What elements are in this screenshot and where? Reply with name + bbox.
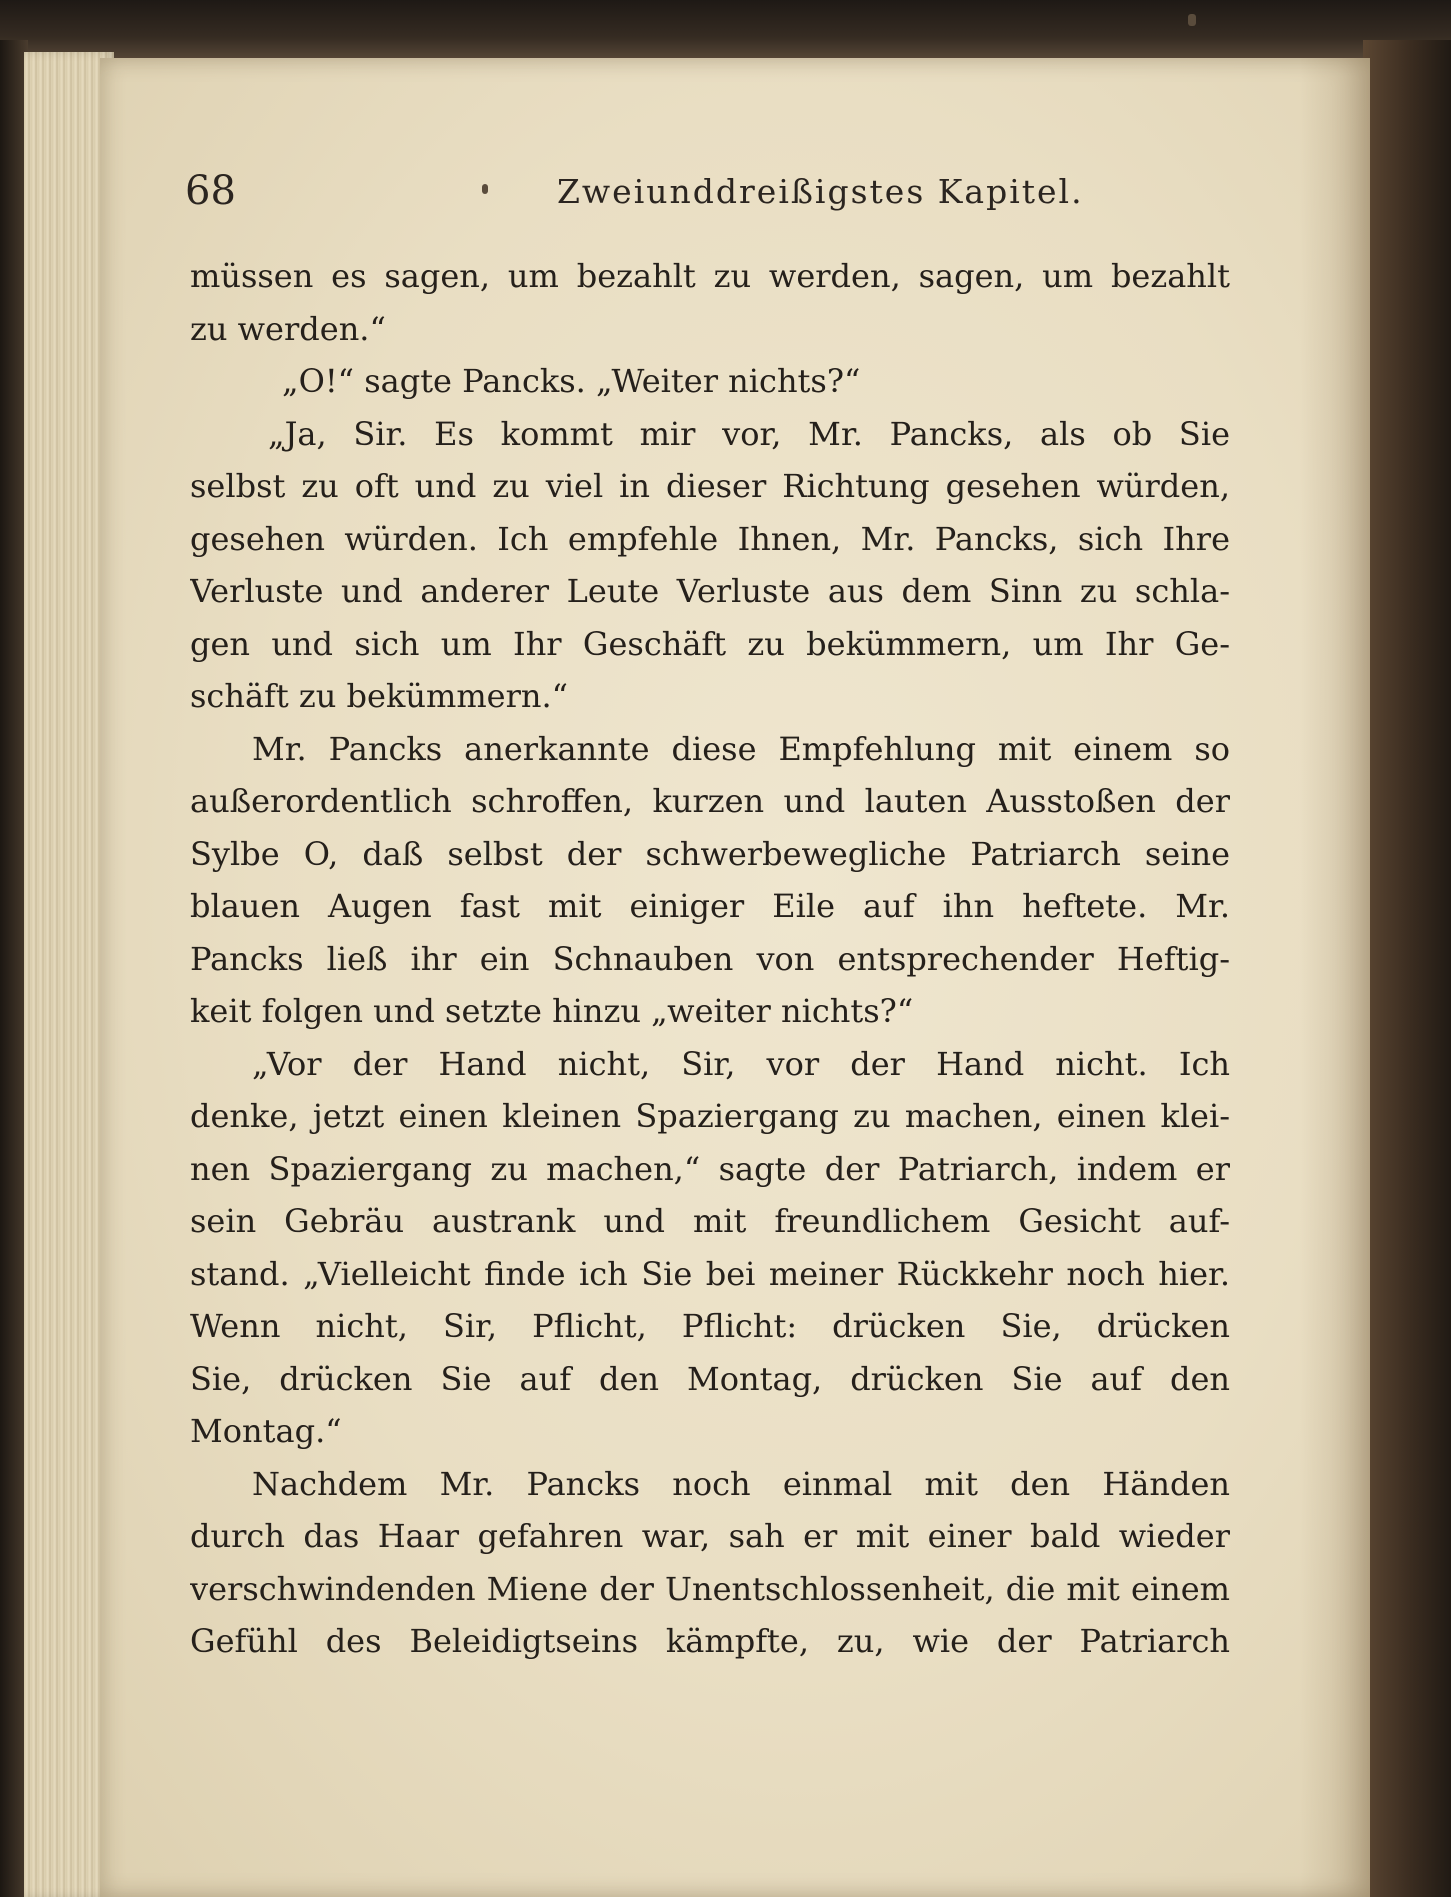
text-line: schäft zu bekümmern.“ [190,677,569,715]
text-line: sein Gebräu austrank und mit freundlichem Gesicht auf- [190,1202,1230,1240]
text-line: blauen Augen fast mit einiger Eile auf ihn heftete. Mr. [190,887,1230,925]
ink-speck [482,184,488,194]
text-line: gen und sich um Ihr Geschäft zu bekümmern, um Ihr Ge- [190,624,1230,663]
text-line: „Ja, Sir. Es kommt mir vor, Mr. Pancks, als ob Sie [268,414,1230,453]
text-line: Wenn nicht, Sir, Pflicht, Pflicht: drücken Sie, drücken [190,1307,1230,1345]
text-line: Nachdem Mr. Pancks noch einmal mit den Händen [252,1464,1230,1503]
running-head [185,168,1225,216]
text-line: Gefühl des Beleidigtseins kämpfte, zu, wie der Patriarch [190,1622,1230,1660]
text-line: zu werden.“ [190,309,386,348]
text-line: Mr. Pancks anerkannte diese Empfehlung mit einem so [252,729,1230,768]
text-line: außerordentlich schroffen, kurzen und lauten Ausstoßen der [190,782,1230,820]
text-line: Sie, drücken Sie auf den Montag, drücken Sie auf den [190,1359,1230,1398]
gutter-shadow [1300,58,1370,1897]
text-line: Sylbe O, daß selbst der schwerbewegliche Patriarch seine [190,834,1230,873]
page-number: 68 [185,168,236,214]
text-line: gesehen würden. Ich empfehle Ihnen, Mr. Pancks, sich Ihre [190,519,1230,558]
text-line: „O!“ sagte Pancks. „Weiter nichts?“ [282,362,861,400]
text-line: Pancks ließ ihr ein Schnauben von entsprechender Heftig- [190,939,1230,978]
text-line: selbst zu oft und zu viel in dieser Richtung gesehen würden, [190,467,1230,505]
text-line: durch das Haar gefahren war, sah er mit einer bald wieder [190,1517,1230,1555]
ink-speck [1188,14,1196,26]
text-line: müssen es sagen, um bezahlt zu werden, sagen, um bezahlt [190,257,1230,295]
text-line: stand. „Vielleicht finde ich Sie bei meiner Rückkehr noch hier. [190,1254,1230,1293]
book-cover-top-edge [0,0,1451,62]
chapter-title: Zweiunddreißigstes Kapitel. [557,172,1084,211]
text-line: „Vor der Hand nicht, Sir, vor der Hand nicht. Ich [252,1044,1230,1083]
text-line: Montag.“ [190,1412,342,1450]
body-text [190,250,1230,1668]
book-cover-right-edge [1363,40,1451,1897]
text-line: verschwindenden Miene der Unentschlossenheit, die mit einem [190,1569,1230,1608]
text-line: keit folgen und setzte hinzu „weiter nichts?“ [190,992,914,1030]
text-line: Verluste und anderer Leute Verluste aus dem Sinn zu schla- [190,572,1230,610]
text-line: nen Spaziergang zu machen,“ sagte der Patriarch, indem er [190,1149,1230,1188]
text-line: denke, jetzt einen kleinen Spaziergang zu machen, einen klei- [190,1097,1230,1135]
